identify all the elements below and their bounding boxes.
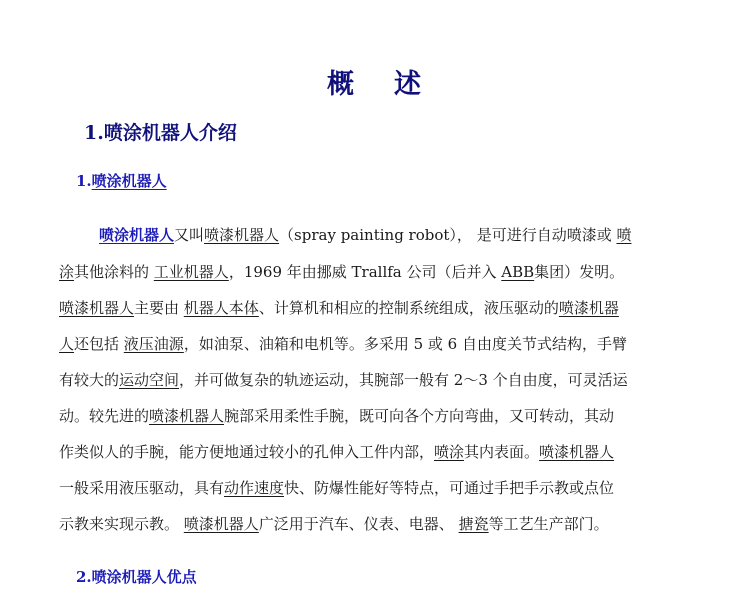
paragraph-line — [59, 441, 614, 462]
text-run: 还包括 — [74, 335, 124, 353]
text-run: 一般采用液压驱动，具有 — [59, 479, 225, 497]
text-run: 等工艺生产部门。 — [488, 515, 609, 533]
text-run: 作类似人的手腕，能方便地通过较小的孔伸入工件内部， — [59, 443, 435, 461]
term-link[interactable]: 涂 — [59, 263, 75, 281]
text-run: ，1969 年由挪威 Trallfa 公司（后并入 — [228, 263, 502, 281]
title-char-right: 述 — [394, 69, 423, 100]
term-link[interactable]: 液压油源 — [123, 335, 184, 353]
paragraph-line — [59, 333, 627, 354]
term-link[interactable]: 动作速度 — [224, 479, 285, 497]
paragraph-line — [59, 477, 614, 498]
paragraph-line — [59, 405, 614, 426]
text-run: 示教来实现示教。 — [59, 515, 184, 533]
text-run: 又叫 — [174, 226, 205, 244]
text-run: 、计算机和相应的控制系统组成，液压驱动的 — [258, 299, 559, 317]
paragraph-line — [59, 513, 609, 534]
section-heading: 1.喷涂机器人介绍 — [84, 122, 237, 144]
subsection-heading-1 — [76, 170, 167, 191]
term-link[interactable]: 工业机器人 — [153, 263, 229, 281]
subsection-title-link[interactable]: 喷涂机器人 — [91, 172, 167, 190]
text-run: ，并可做复杂的轨迹运动，其腕部一般有 2～3 个自由度，可灵活运 — [179, 371, 628, 389]
paragraph-line — [59, 261, 624, 282]
term-link[interactable]: 喷 — [616, 226, 632, 244]
text-run: 腕部采用柔性手腕，既可向各个方向弯曲，又可转动，其动 — [224, 407, 615, 425]
subsection-heading-2: 2.喷涂机器人优点 — [76, 568, 197, 586]
text-run: 主要由 — [134, 299, 184, 317]
text-run: 有较大的 — [59, 371, 120, 389]
term-link[interactable]: 喷涂 — [434, 443, 465, 461]
term-link[interactable]: 人 — [59, 335, 75, 353]
paragraph-line — [99, 224, 631, 245]
text-run: 快、防爆性能好等特点，可通过手把手示教或点位 — [284, 479, 615, 497]
term-link[interactable]: 喷漆机器人 — [204, 226, 280, 244]
text-run: 其内表面。 — [464, 443, 540, 461]
paragraph-line — [59, 369, 628, 390]
paragraph-line — [59, 297, 619, 318]
term-link[interactable]: 运动空间 — [119, 371, 180, 389]
page-title — [0, 62, 750, 101]
text-run: 其他涂料的 — [74, 263, 154, 281]
term-link[interactable]: 喷漆机器人 — [149, 407, 225, 425]
term-link[interactable]: 机器人本体 — [183, 299, 259, 317]
term-link[interactable]: 搪瓷 — [458, 515, 489, 533]
text-run: 动。较先进的 — [59, 407, 150, 425]
term-link[interactable]: 喷涂机器人 — [99, 226, 175, 244]
term-link[interactable]: ABB — [501, 263, 535, 281]
term-link[interactable]: 喷漆机器人 — [539, 443, 615, 461]
text-run: 广泛用于汽车、仪表、电器、 — [258, 515, 459, 533]
term-link[interactable]: 喷漆机器人 — [183, 515, 259, 533]
term-link[interactable]: 喷漆机器 — [558, 299, 619, 317]
text-run: （spray painting robot）， 是可进行自动喷漆或 — [279, 226, 617, 244]
text-run: ，如油泵、油箱和电机等。多采用 5 或 6 自由度关节式结构，手臂 — [183, 335, 627, 353]
subsection-number: 1. — [76, 172, 92, 190]
text-run: 集团）发明。 — [534, 263, 625, 281]
title-char-left: 概 — [327, 69, 356, 100]
term-link[interactable]: 喷漆机器人 — [59, 299, 135, 317]
